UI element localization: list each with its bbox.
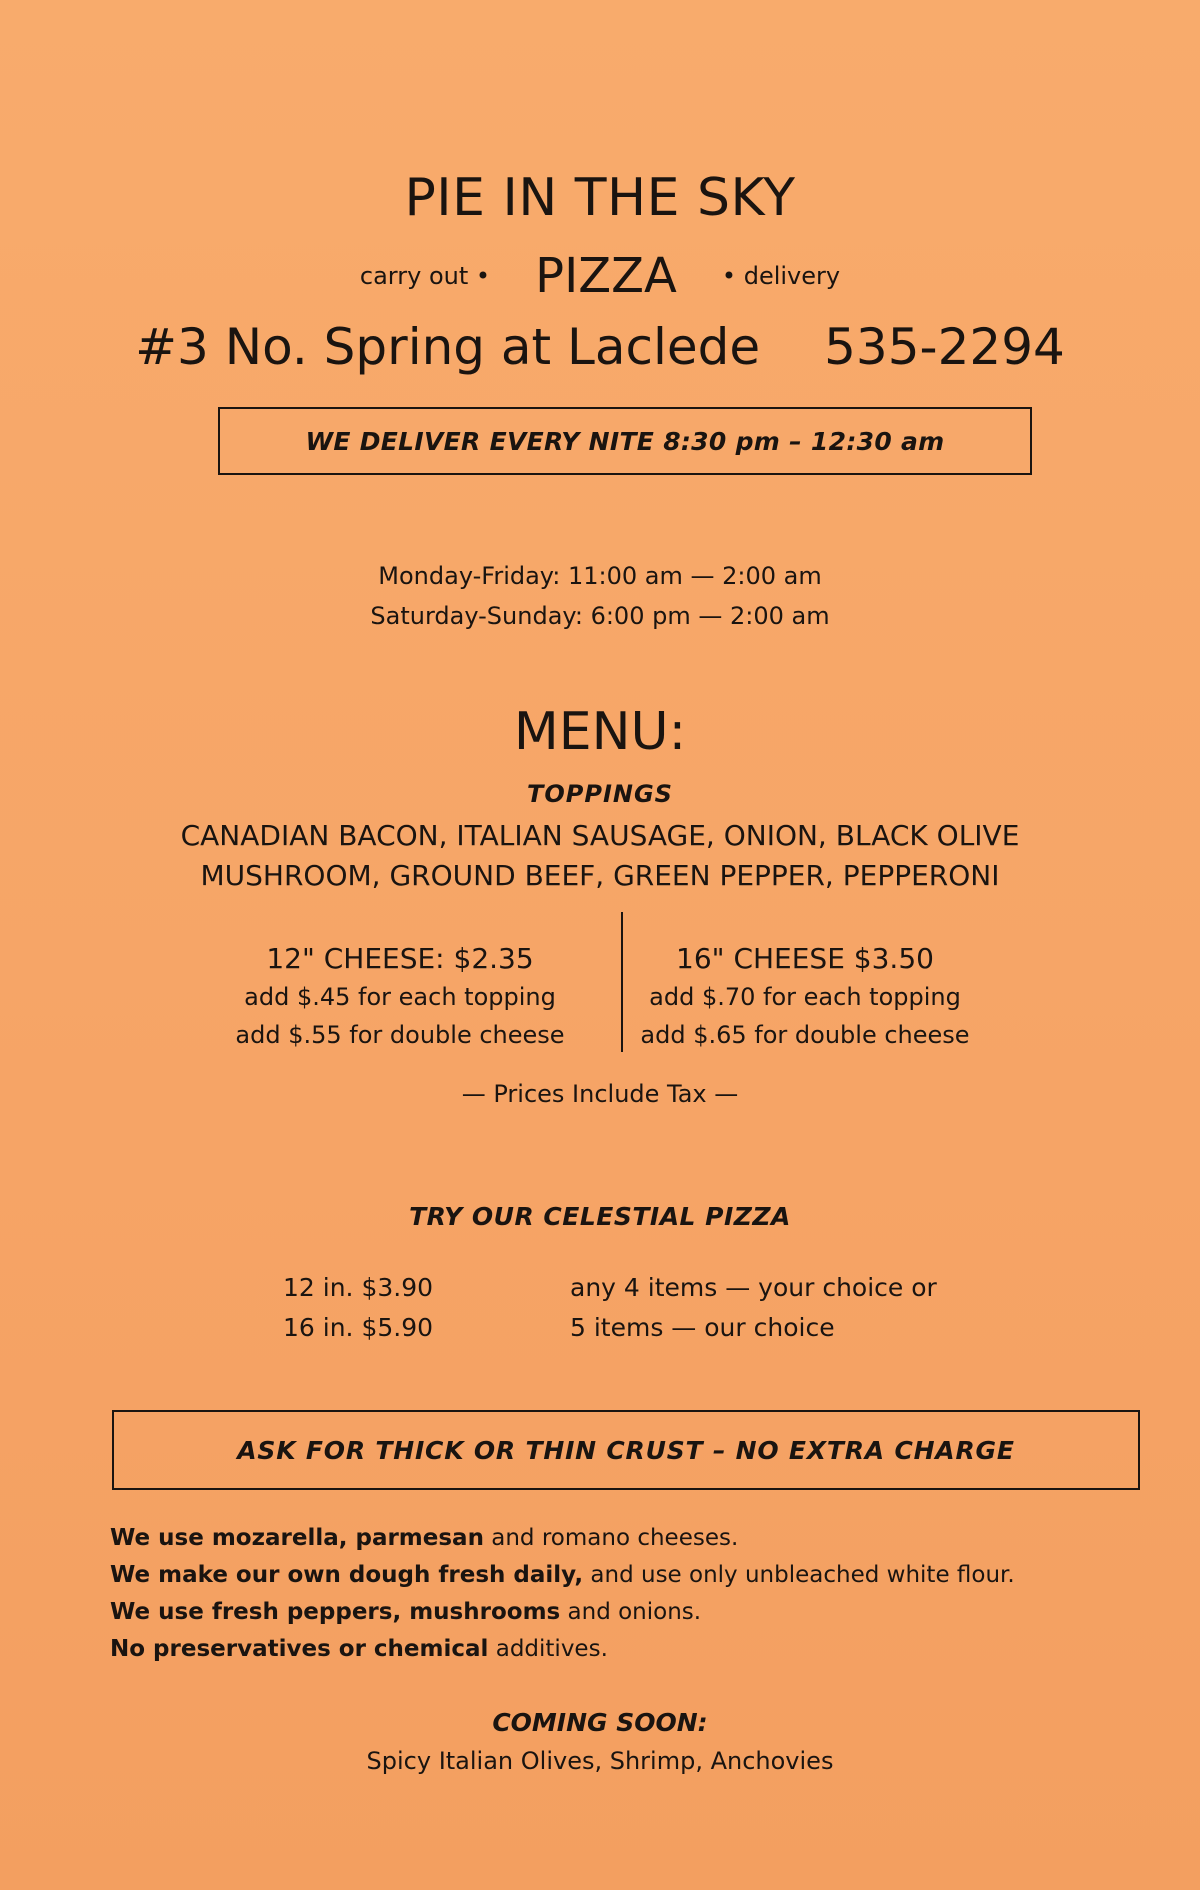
price-12-head: 12" CHEESE: $2.35 xyxy=(266,942,534,975)
address-row xyxy=(0,318,1200,376)
price-16-inch xyxy=(595,940,1015,1054)
tax-note: — Prices Include Tax — xyxy=(461,1080,739,1108)
address: #3 No. Spring at Laclede xyxy=(135,318,761,376)
price-16-head: 16" CHEESE $3.50 xyxy=(676,942,934,975)
celestial-sizes xyxy=(283,1268,433,1348)
fact-bold: We use mozarella, parmesan xyxy=(110,1525,484,1551)
celestial-16-price: 16 in. $5.90 xyxy=(283,1313,434,1342)
service-row xyxy=(0,248,1200,304)
celestial-desc-line: any 4 items — your choice or xyxy=(570,1273,937,1302)
fact-bold: We use fresh peppers, mushrooms xyxy=(110,1599,561,1625)
fact-rest: and use only unbleached white flour. xyxy=(583,1562,1015,1588)
celestial-heading: TRY OUR CELESTIAL PIZZA xyxy=(409,1202,791,1231)
celestial-desc-line: 5 items — our choice xyxy=(570,1313,835,1342)
crust-banner xyxy=(112,1410,1140,1490)
fact-line xyxy=(110,1594,1015,1631)
menu-title: MENU: xyxy=(513,702,687,762)
celestial-description xyxy=(570,1268,937,1348)
fact-bold: No preservatives or chemical xyxy=(110,1636,489,1662)
fact-line xyxy=(110,1631,1015,1668)
coming-soon-items: Spicy Italian Olives, Shrimp, Anchovies xyxy=(366,1747,834,1775)
delivery-banner xyxy=(218,407,1032,475)
business-hours xyxy=(0,556,1200,636)
hours-weekday: Monday-Friday: 11:00 am — 2:00 am xyxy=(378,562,822,590)
toppings-list xyxy=(0,816,1200,896)
delivery-label: • delivery xyxy=(721,262,841,290)
toppings-heading: TOPPINGS xyxy=(527,780,673,808)
carry-out-label: carry out • xyxy=(359,262,491,290)
fact-rest: and onions. xyxy=(560,1599,702,1625)
coming-soon-heading: COMING SOON: xyxy=(492,1708,708,1737)
fact-line xyxy=(110,1520,1015,1557)
phone-number: 535-2294 xyxy=(824,318,1065,376)
fact-line xyxy=(110,1557,1015,1594)
quality-facts xyxy=(110,1520,1015,1668)
fact-bold: We make our own dough fresh daily, xyxy=(110,1562,584,1588)
price-16-topping: add $.70 for each topping xyxy=(649,983,961,1011)
pizza-label: PIZZA xyxy=(535,248,677,304)
fact-rest: and romano cheeses. xyxy=(483,1525,739,1551)
toppings-line: MUSHROOM, GROUND BEEF, GREEN PEPPER, PEPPERONI xyxy=(200,859,1000,892)
fact-rest: additives. xyxy=(488,1636,608,1662)
hours-weekend: Saturday-Sunday: 6:00 pm — 2:00 am xyxy=(370,602,830,630)
celestial-12-price: 12 in. $3.90 xyxy=(283,1273,434,1302)
toppings-line: CANADIAN BACON, ITALIAN SAUSAGE, ONION, BLACK OLIVE xyxy=(180,819,1020,852)
price-12-double: add $.55 for double cheese xyxy=(235,1021,565,1049)
price-12-inch xyxy=(190,940,610,1054)
restaurant-name: PIE IN THE SKY xyxy=(404,168,796,228)
crust-banner-text: ASK FOR THICK OR THIN CRUST – NO EXTRA CHARGE xyxy=(237,1435,1015,1465)
price-12-topping: add $.45 for each topping xyxy=(244,983,556,1011)
price-16-double: add $.65 for double cheese xyxy=(640,1021,970,1049)
delivery-banner-text: WE DELIVER EVERY NITE 8:30 pm – 12:30 am xyxy=(305,426,945,456)
